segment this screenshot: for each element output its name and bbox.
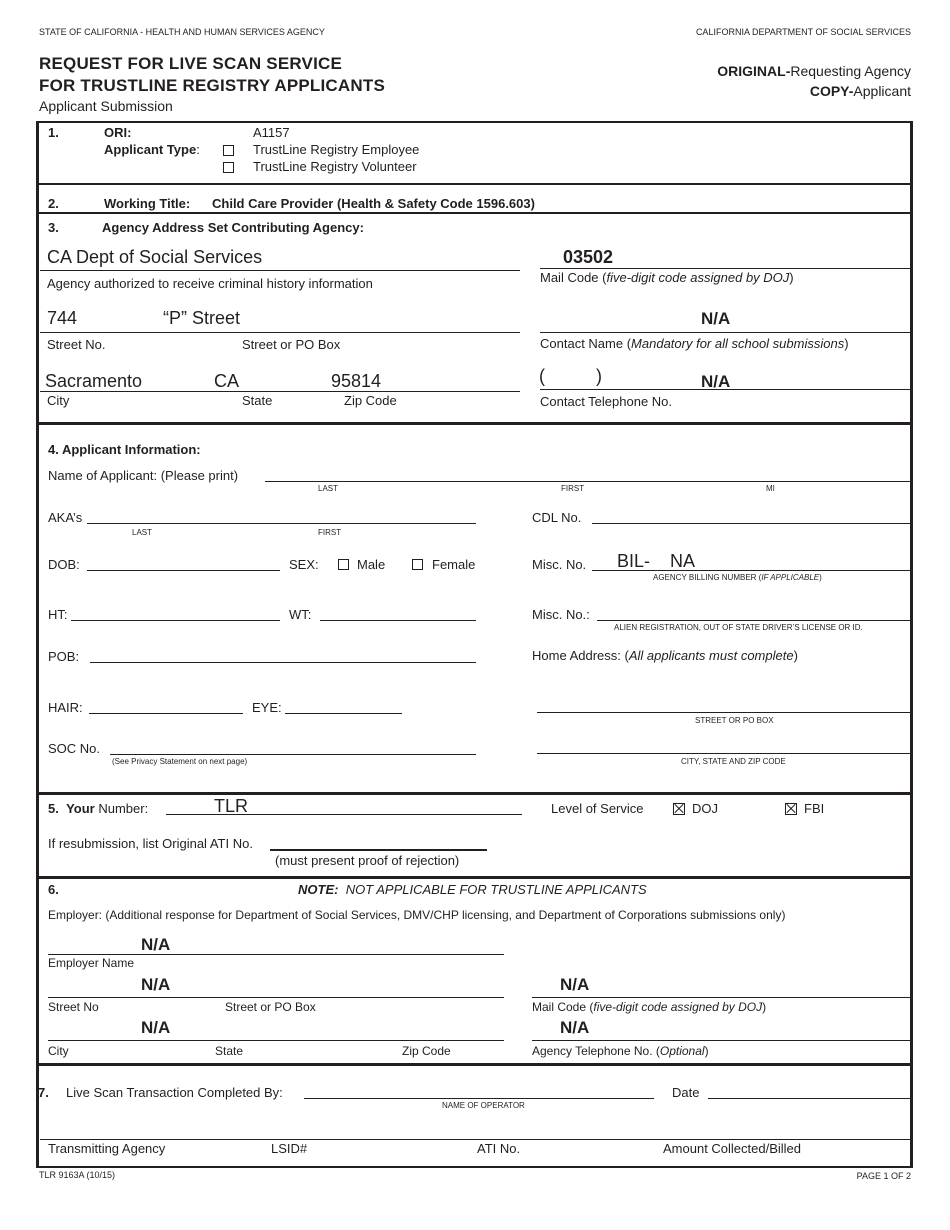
agency-billing-number-value: BIL- NA	[617, 551, 696, 571]
your-number-label	[48, 801, 148, 816]
ori-value: A1157	[253, 125, 290, 140]
employer-street-caption: Street or PO Box	[225, 1000, 316, 1014]
fbi-label: FBI	[804, 801, 825, 816]
city-caption: City	[47, 393, 70, 408]
frame-bottom	[36, 1166, 913, 1168]
employer-name-line	[48, 954, 504, 955]
agency-name-value: CA Dept of Social Services	[47, 247, 263, 267]
transaction-line	[40, 1139, 910, 1140]
employer-mail-code-line	[532, 997, 910, 998]
frame-left	[36, 121, 39, 1168]
resubmission-label: If resubmission, list Original ATI No.	[48, 836, 253, 851]
soc-input[interactable]	[110, 754, 476, 755]
aka-label: AKA’s	[48, 510, 83, 525]
mail-code-caption-italic: five-digit code assigned by DOJ	[606, 270, 790, 285]
employer-street-no-caption: Street No	[48, 1000, 99, 1014]
street-number-value: 744	[47, 308, 78, 328]
hair-input[interactable]	[89, 713, 243, 714]
section7-number: 7.	[38, 1085, 49, 1100]
billing-caption-italic: IF APPLICABLE	[761, 573, 820, 582]
date-label: Date	[672, 1085, 700, 1100]
misc-no-label: Misc. No.	[532, 557, 587, 572]
mail-code-caption-pre: Mail Code (	[540, 270, 607, 285]
form-title-line1: REQUEST FOR LIVE SCAN SERVICE	[39, 54, 343, 73]
divider-5-6	[36, 876, 913, 879]
section6-number: 6.	[48, 882, 59, 897]
amount-caption: Amount Collected/Billed	[663, 1141, 802, 1156]
hair-label: HAIR:	[48, 700, 83, 715]
original-ati-input[interactable]	[270, 849, 487, 851]
home-address-label	[532, 648, 798, 663]
employer-city-line	[48, 1040, 504, 1041]
divider-4-5	[36, 792, 913, 795]
sex-label: SEX:	[289, 557, 319, 572]
home-city-input[interactable]	[537, 753, 910, 754]
employer-mail-code-value: N/A	[560, 975, 590, 994]
note-text: NOT APPLICABLE FOR TRUSTLINE APPLICANTS	[345, 882, 647, 897]
original-text: Requesting Agency	[790, 63, 911, 79]
doj-label: DOJ	[692, 801, 718, 816]
working-title-value: Child Care Provider (Health & Safety Code 1596.603)	[212, 196, 535, 211]
employer-phone-value: N/A	[560, 1018, 590, 1037]
cdl-label: CDL No.	[532, 510, 582, 525]
phone-paren-close: )	[596, 366, 602, 386]
fbi-checkbox[interactable]	[785, 803, 797, 815]
zip-value: 95814	[331, 371, 382, 391]
divider-2-3	[36, 212, 913, 214]
contact-name-caption	[540, 336, 849, 351]
form-title-line2: FOR TRUSTLINE REGISTRY APPLICANTS	[39, 76, 385, 95]
mail-code-value: 03502	[563, 247, 614, 267]
aka-input[interactable]	[87, 523, 476, 524]
ati-caption: ATI No.	[477, 1141, 521, 1156]
emp-phone-caption-italic: Optional	[659, 1044, 705, 1058]
employer-instructions: Employer: (Additional response for Department of Social Services, DMV/CHP licensing, and Department of Corporations submissions only)	[48, 908, 786, 922]
cdl-input[interactable]	[592, 523, 910, 524]
privacy-statement-caption: (See Privacy Statement on next page)	[112, 757, 248, 766]
employer-name-value: N/A	[141, 935, 171, 954]
female-checkbox[interactable]	[412, 559, 423, 570]
male-checkbox[interactable]	[338, 559, 349, 570]
ht-input[interactable]	[71, 620, 280, 621]
level-of-service-label: Level of Service	[551, 801, 644, 816]
ori-label: ORI:	[104, 125, 132, 140]
lsid-caption: LSID#	[271, 1141, 308, 1156]
frame-top	[36, 121, 913, 123]
misc-no-2-input[interactable]	[597, 620, 910, 621]
wt-label: WT:	[289, 607, 312, 622]
your-number-input[interactable]	[166, 814, 522, 815]
city-value: Sacramento	[45, 371, 143, 391]
emp-mail-caption-italic: five-digit code assigned by DOJ	[593, 1000, 763, 1014]
state-caption: State	[242, 393, 273, 408]
section1-number: 1.	[48, 125, 59, 140]
home-label-post: )	[793, 648, 798, 663]
contact-caption-italic: Mandatory for all school submissions	[631, 336, 845, 351]
home-street-caption: STREET OR PO BOX	[695, 716, 774, 725]
phone-paren-open: (	[539, 366, 545, 386]
note-line	[298, 882, 647, 897]
home-city-caption: CITY, STATE AND ZIP CODE	[681, 757, 786, 766]
copy-line	[810, 83, 911, 99]
applicant-name-input[interactable]	[265, 481, 910, 482]
emp-phone-caption-pre: Agency Telephone No. (	[532, 1044, 660, 1058]
number-label: Number:	[98, 801, 149, 816]
doj-checkbox[interactable]	[673, 803, 685, 815]
employer-street-value: N/A	[141, 975, 171, 994]
home-label-italic: All applicants must complete	[628, 648, 794, 663]
operator-caption: NAME OF OPERATOR	[442, 1101, 525, 1110]
street-number-caption: Street No.	[47, 337, 106, 352]
employer-phone-line	[532, 1040, 910, 1041]
street-value: “P” Street	[163, 308, 241, 328]
contact-caption-post: )	[844, 336, 849, 351]
home-street-input[interactable]	[537, 712, 910, 713]
working-title-label: Working Title:	[104, 196, 191, 211]
employer-street-line	[48, 997, 504, 998]
misc-no-input[interactable]	[592, 570, 910, 571]
volunteer-checkbox[interactable]	[223, 162, 234, 173]
dob-input[interactable]	[87, 570, 280, 571]
employee-checkbox[interactable]	[223, 145, 234, 156]
city-line	[40, 391, 520, 392]
applicant-name-mi-caption: MI	[766, 484, 775, 493]
page-number: PAGE 1 OF 2	[856, 1171, 911, 1181]
applicant-info-heading: 4. Applicant Information:	[48, 442, 201, 457]
pob-input[interactable]	[90, 662, 476, 663]
street-caption: Street or PO Box	[242, 337, 341, 352]
street-line	[40, 332, 520, 333]
proof-of-rejection-caption: (must present proof of rejection)	[275, 853, 460, 868]
applicant-name-last-caption: LAST	[318, 484, 339, 493]
divider-1-2	[36, 183, 913, 185]
mail-code-caption-post: )	[789, 270, 794, 285]
emp-mail-caption-post: )	[762, 1000, 767, 1014]
note-bold: NOTE:	[298, 882, 339, 897]
original-label: ORIGINAL-	[717, 63, 791, 79]
pob-label: POB:	[48, 649, 80, 664]
eye-label: EYE:	[252, 700, 282, 715]
mail-code-line	[540, 268, 910, 269]
form-subtitle: Applicant Submission	[39, 98, 173, 114]
zip-caption: Zip Code	[344, 393, 397, 408]
your-number-value: TLR	[214, 796, 249, 816]
state-value: CA	[214, 371, 240, 391]
emp-mail-caption-pre: Mail Code (	[532, 1000, 594, 1014]
employer-state-caption: State	[215, 1044, 244, 1058]
ht-label: HT:	[48, 607, 68, 622]
home-label-pre: Home Address: (	[532, 648, 629, 663]
date-input[interactable]	[708, 1098, 910, 1099]
section5-number: 5.	[48, 801, 59, 816]
misc-no-2-label: Misc. No.:	[532, 607, 590, 622]
operator-input[interactable]	[304, 1098, 654, 1099]
frame-right	[910, 121, 913, 1168]
applicant-name-first-caption: FIRST	[561, 484, 585, 493]
dob-label: DOB:	[48, 557, 80, 572]
original-copy-line	[717, 63, 911, 79]
applicant-type-label	[104, 142, 200, 157]
applicant-name-label: Name of Applicant: (Please print)	[48, 468, 239, 483]
contact-phone-caption: Contact Telephone No.	[540, 394, 673, 409]
eye-input[interactable]	[285, 713, 402, 714]
copy-label: COPY-	[809, 83, 854, 99]
divider-3-4	[36, 422, 913, 425]
wt-input[interactable]	[320, 620, 476, 621]
contact-phone-line	[540, 389, 910, 390]
your-bold: Your	[66, 801, 95, 816]
completed-by-label: Live Scan Transaction Completed By:	[66, 1085, 283, 1100]
section3-number: 3.	[48, 220, 59, 235]
billing-caption-pre: AGENCY BILLING NUMBER (	[653, 573, 762, 582]
employer-city-value: N/A	[141, 1018, 171, 1037]
billing-caption-post: )	[819, 573, 822, 582]
agency-header-right: CALIFORNIA DEPARTMENT OF SOCIAL SERVICES	[695, 27, 911, 37]
employer-phone-caption	[532, 1044, 709, 1058]
emp-phone-caption-post: )	[704, 1044, 709, 1058]
volunteer-option-label: TrustLine Registry Volunteer	[253, 159, 417, 174]
employer-zip-caption: Zip Code	[402, 1044, 451, 1058]
applicant-type-colon: :	[196, 142, 200, 157]
contact-name-line	[540, 332, 910, 333]
mail-code-caption	[540, 270, 794, 285]
contact-phone-value: N/A	[701, 372, 731, 391]
employer-name-caption: Employer Name	[48, 956, 135, 970]
aka-first-caption: FIRST	[318, 528, 342, 537]
alien-registration-caption: ALIEN REGISTRATION, OUT OF STATE DRIVER’S LICENSE OR ID.	[614, 623, 863, 632]
aka-last-caption: LAST	[132, 528, 153, 537]
agency-header-left: STATE OF CALIFORNIA - HEALTH AND HUMAN SERVICES AGENCY	[39, 27, 325, 37]
applicant-type-text: Applicant Type	[104, 142, 197, 157]
divider-6-7	[36, 1063, 913, 1066]
agency-name-caption: Agency authorized to receive criminal history information	[47, 276, 373, 291]
billing-number-caption	[653, 573, 822, 582]
agency-name-line	[40, 270, 520, 271]
transmitting-agency-caption: Transmitting Agency	[48, 1141, 166, 1156]
section2-number: 2.	[48, 196, 59, 211]
contact-caption-pre: Contact Name (	[540, 336, 632, 351]
employer-city-caption: City	[48, 1044, 69, 1058]
female-label: Female	[432, 557, 476, 572]
copy-text: Applicant	[853, 83, 911, 99]
employer-mail-code-caption	[532, 1000, 766, 1014]
male-label: Male	[357, 557, 386, 572]
contact-name-value: N/A	[701, 309, 731, 328]
soc-label: SOC No.	[48, 741, 101, 756]
form-number: TLR 9163A (10/15)	[39, 1170, 116, 1180]
employee-option-label: TrustLine Registry Employee	[253, 142, 420, 157]
agency-address-label: Agency Address Set Contributing Agency:	[102, 220, 364, 235]
